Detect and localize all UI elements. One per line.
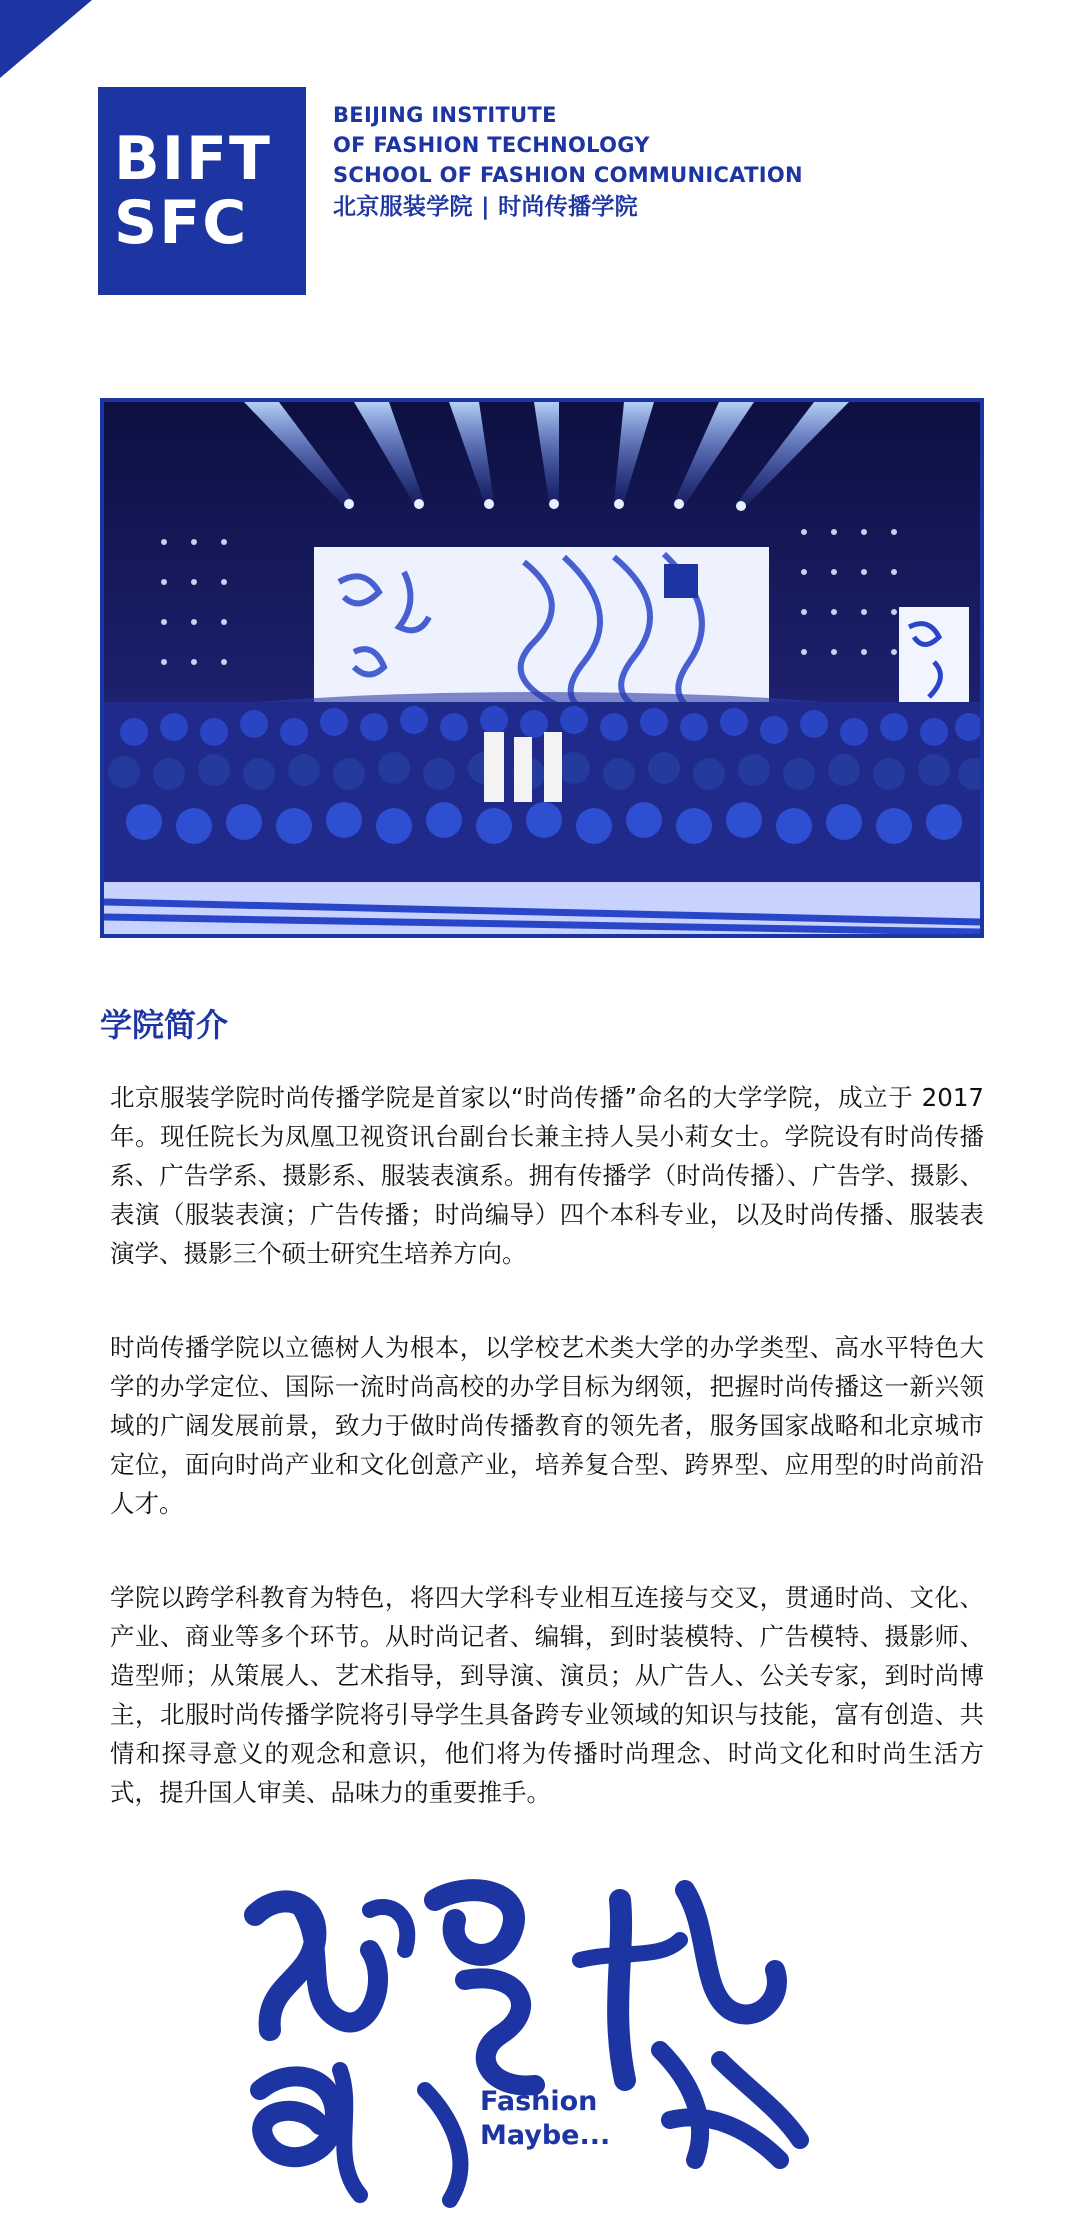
logo-line-2: SFC [114,188,249,258]
slogan-line-1: Fashion [480,2086,598,2117]
institute-name-en-3: SCHOOL OF FASHION COMMUNICATION [333,163,803,187]
fashion-maybe-slogan [480,2085,610,2153]
intro-paragraph-1: 北京服装学院时尚传播学院是首家以“时尚传播”命名的大学学院，成立于 2017 年。现任院长为凤凰卫视资讯台副台长兼主持人吴小莉女士。学院设有时尚传播系、广告学系、摄影系、服装表演系。拥有传播学（时尚传播）、广告学、摄影、表演（服装表演；广告传播；时尚编导）四个本科专业，以及时尚传播、服装表演学、摄影三个硕士研究生培养方向。 [110,1083,984,1268]
intro-paragraph-2: 时尚传播学院以立德树人为根本，以学校艺术类大学的办学类型、高水平特色大学的办学定位、国际一流时尚高校的办学目标为纲领，把握时尚传播这一新兴领域的广阔发展前景，致力于做时尚传播教育的领先者，服务国家战略和北京城市定位，面向时尚产业和文化创意产业，培养复合型、跨界型、应用型的时尚前沿人才。 [110,1333,984,1518]
logo-line-1: BIFT [114,124,272,194]
graduation-stage-photo [100,398,984,938]
stage-photo-illustration [104,402,980,934]
corner-decoration [0,0,92,78]
calligraphy-artwork [240,1860,840,2213]
institute-name-cn: 北京服装学院 | 时尚传播学院 [333,194,638,220]
intro-paragraph-3: 学院以跨学科教育为特色，将四大学科专业相互连接与交叉，贯通时尚、文化、产业、商业等多个环节。从时尚记者、编辑，到时装模特、广告模特、摄影师、造型师；从策展人、艺术指导，到导演、演员；从广告人、公关专家，到时尚博主，北服时尚传播学院将引导学生具备跨专业领域的知识与技能，富有创造、共情和探寻意义的观念和意识，他们将为传播时尚理念、时尚文化和时尚生活方式，提升国人审美、品味力的重要推手。 [110,1583,984,1807]
slogan-line-2: Maybe... [480,2120,611,2151]
institute-name [333,100,803,222]
bift-sfc-logo [98,87,306,295]
institute-name-en-2: OF FASHION TECHNOLOGY [333,133,650,157]
institute-name-en-1: BEIJING INSTITUTE [333,103,557,127]
section-title: 学院简介 [100,1006,229,1044]
